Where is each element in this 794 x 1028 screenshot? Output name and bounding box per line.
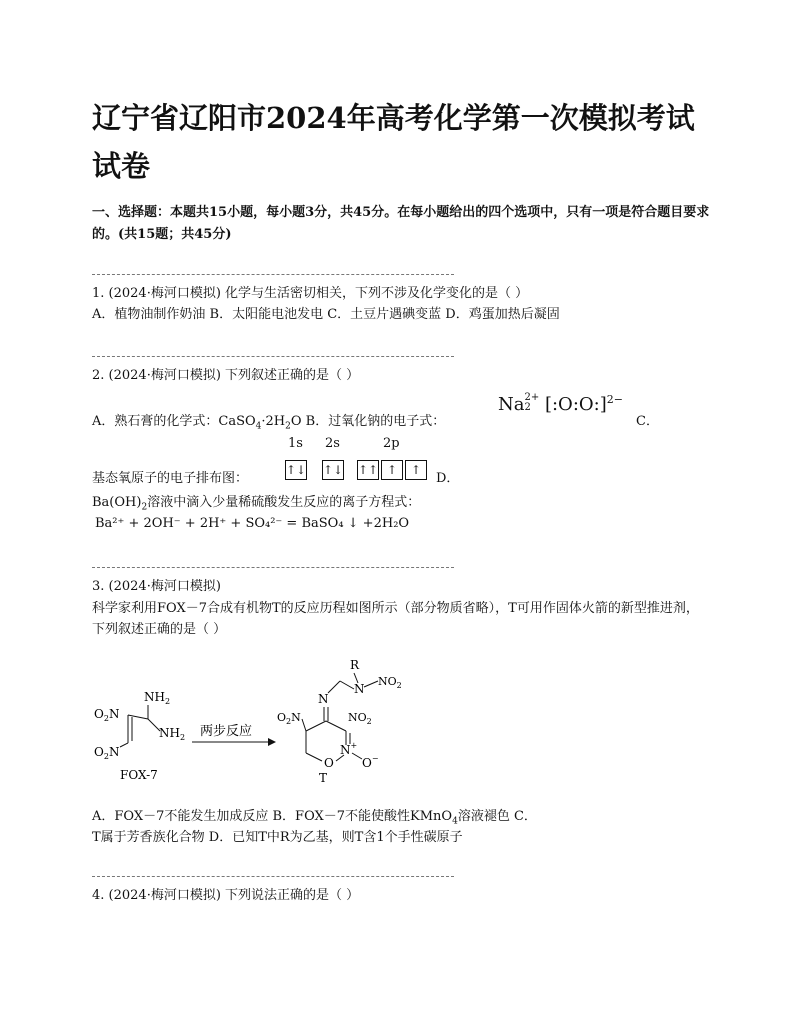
t-r-group: R xyxy=(350,658,360,672)
t-amine-n: N xyxy=(354,682,365,696)
fox7-label: FOX-7 xyxy=(120,768,158,782)
page-title: 辽宁省辽阳市2024年高考化学第一次模拟考试试卷 xyxy=(92,101,695,183)
divider xyxy=(92,567,454,568)
section-heading: 一、选择题：本题共15小题，每小题3分，共45分。在每小题给出的四个选项中，只有一项是符合题目要求的。(共15题；共45分) xyxy=(92,205,710,242)
q3-stem: 3. (2024·梅河口模拟) xyxy=(92,579,221,594)
fox7-o2n-top: $O_2N$ xyxy=(94,707,120,723)
t-ring-n-plus: N+ xyxy=(340,741,358,757)
orbital-box-2p-3: ↑ xyxy=(405,460,427,480)
divider xyxy=(92,876,454,877)
t-no2-top: $NO_2$ xyxy=(378,675,402,690)
t-o-minus: O− xyxy=(362,754,379,770)
t-ring-o: O xyxy=(324,756,334,770)
orbital-label-2s: 2s xyxy=(325,436,340,451)
q4-stem: 4. (2024·梅河口模拟) 下列说法正确的是（ ） xyxy=(92,888,360,903)
fox7-o2n-bottom: $O_2N$ xyxy=(94,745,120,761)
orbital-label-1s: 1s xyxy=(288,436,303,451)
fox7-nh2-right: $NH_2$ xyxy=(159,726,186,742)
q2-option-a-b: A．熟石膏的化学式：$CaSO_4\cdot 2H_2O$ B．过氧化钠的电子式： xyxy=(92,414,446,432)
orbital-label-2p: 2p xyxy=(383,436,400,451)
sodium-peroxide-electron-formula: Na 2+ 2 [:O:O:]$^{2-}$ xyxy=(498,392,623,415)
q2-option-d-label: D． xyxy=(436,471,460,486)
t-o2n-left: $O_2N$ xyxy=(277,711,301,726)
q2-option-c-label: C． xyxy=(636,414,659,429)
q3-body: 科学家利用FOX－7合成有机物T的反应历程如图所示（部分物质省略），T可用作固体火箭的新型推进剂，下列叙述正确的是（ ） xyxy=(92,601,699,637)
reaction-scheme xyxy=(92,655,422,785)
t-no2-right: $NO_2$ xyxy=(348,711,372,726)
q2-option-d-text: $Ba(OH)_2$溶液中滴入少量稀硫酸发生反应的离子方程式： xyxy=(92,495,421,513)
t-label: T xyxy=(319,771,328,785)
arrow-label: 两步反应 xyxy=(200,724,253,739)
t-imine-n: N xyxy=(318,692,329,706)
reaction-arrow xyxy=(192,723,276,746)
ionic-equation: Ba²⁺ + 2OH⁻ + 2H⁺ + SO₄²⁻ = BaSO₄ ↓ +2H₂O xyxy=(95,516,410,531)
q3-options-line2: T属于芳香族化合物 D．已知T中R为乙基，则T含1个手性碳原子 xyxy=(92,830,463,845)
q2-option-c-text: 基态氧原子的电子排布图： xyxy=(92,471,249,486)
fox7-nh2-top: $NH_2$ xyxy=(144,690,171,706)
t-structure xyxy=(277,658,402,785)
divider xyxy=(92,356,454,357)
q1-options: A．植物油制作奶油 B．太阳能电池发电 C．土豆片遇碘变蓝 D．鸡蛋加热后凝固 xyxy=(92,307,560,322)
q3-options-line1: A．FOX－7不能发生加成反应 B．FOX－7不能使酸性KMnO$_4$溶液褪色 C． xyxy=(92,809,537,827)
divider xyxy=(92,274,454,275)
orbital-box-1s: ↑↓ xyxy=(285,460,307,480)
orbital-box-2p-2: ↑ xyxy=(381,460,403,480)
q1-stem: 1. (2024·梅河口模拟) 化学与生活密切相关，下列不涉及化学变化的是（ ） xyxy=(92,286,529,301)
q2-stem: 2. (2024·梅河口模拟) 下列叙述正确的是（ ） xyxy=(92,368,360,383)
orbital-box-2p-1: ↑↑ xyxy=(357,460,379,480)
orbital-box-2s: ↑↓ xyxy=(322,460,344,480)
fox7-structure xyxy=(94,690,185,782)
